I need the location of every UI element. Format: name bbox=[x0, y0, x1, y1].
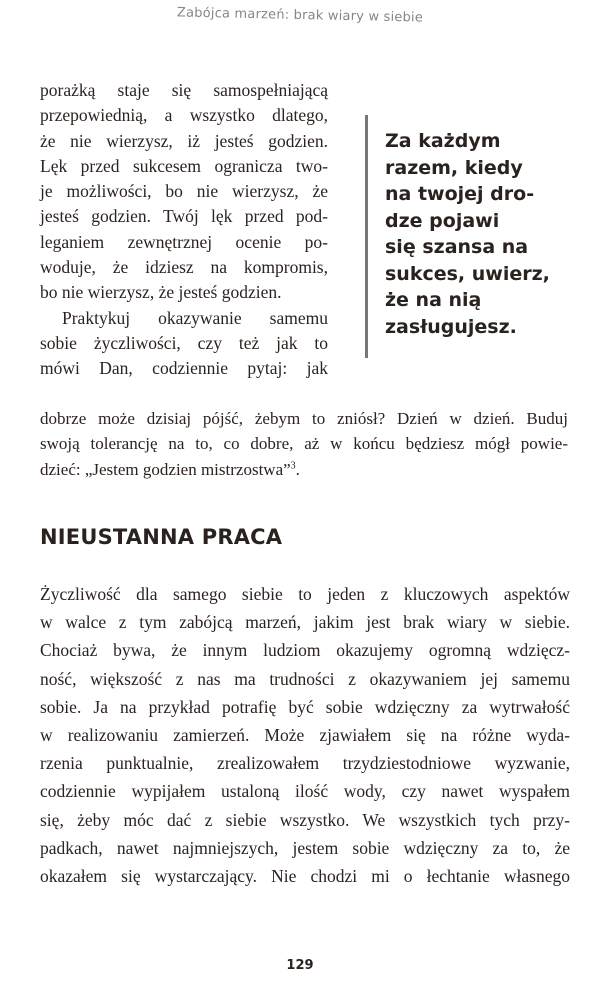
text-line bbox=[40, 457, 568, 482]
text-line: leganiem zewnętrznej ocenie po- bbox=[40, 231, 328, 252]
text-line: mówi Dan, codziennie pytaj: jak bbox=[40, 358, 328, 379]
text-line: je możliwości, bo nie wierzysz, że bbox=[40, 181, 328, 202]
continuation-text bbox=[40, 406, 568, 482]
text-line: jesteś godzien. Twój lęk przed pod- bbox=[40, 206, 328, 227]
page-number: 129 bbox=[286, 958, 314, 973]
pull-quote-line: Za każdym bbox=[385, 130, 501, 152]
pull-quote-line: razem, kiedy bbox=[385, 156, 523, 179]
pull-quote-line: sukces, uwierz, bbox=[385, 262, 550, 285]
text-line: woduje, że idziesz na kompromis, bbox=[40, 257, 328, 278]
section-body-text bbox=[40, 580, 570, 890]
pull-quote-line: że na nią bbox=[385, 289, 482, 311]
text-line: ność, większość z nas ma trudności z okazywaniem jej samemu bbox=[40, 668, 570, 689]
text-line: padkach, nawet najmniejszych, jestem sobie wdzięczny za to, że bbox=[40, 837, 570, 858]
pull-quote-line: zasługujesz. bbox=[385, 315, 517, 338]
text-line: porażką staje się samospełniającą bbox=[40, 80, 328, 100]
text-line: Chociaż bywa, że innym ludziom okazujemy ogromną wdzięcz- bbox=[40, 640, 570, 661]
pull-quote bbox=[385, 128, 565, 340]
left-column-text bbox=[40, 78, 328, 382]
pull-quote-line: się szansa na bbox=[385, 236, 529, 258]
text-line: codziennie wypijałem ustaloną ilość wody, czy nawet wyspałem bbox=[40, 781, 570, 802]
footnote-reference[interactable]: 3 bbox=[290, 459, 296, 471]
text-line: w walce z tym zabójcą marzeń, jakim jest brak wiary w siebie. bbox=[40, 612, 570, 633]
section-heading: NIEUSTANNA PRACA bbox=[40, 525, 283, 549]
text-line: w realizowaniu zamierzeń. Może zjawiałem się na różne wyda- bbox=[40, 725, 570, 746]
text-line: bo nie wierzysz, że jesteś godzien. bbox=[40, 282, 282, 303]
text-line: rzenia punktualnie, zrealizowałem trzydziestodniowe wyzwanie, bbox=[40, 753, 570, 774]
text-line: Lęk przed sukcesem ogranicza two- bbox=[40, 155, 328, 176]
text-line: dobrze może dzisiaj pójść, żebym to zniósł? Dzień w dzień. Buduj bbox=[40, 409, 568, 428]
text-line: okazałem się wystarczający. Nie chodzi mi o łechtanie własnego bbox=[40, 866, 570, 887]
end-punctuation: . bbox=[295, 459, 300, 479]
text-line: Praktykuj okazywanie samemu bbox=[62, 307, 328, 328]
text-line: swoją tolerancję na to, co dobre, aż w końcu będziesz mógł powie- bbox=[40, 434, 568, 454]
text-line: Życzliwość dla samego siebie to jeden z kluczowych aspektów bbox=[40, 584, 570, 604]
text-line: że nie wierzysz, iż jesteś godzien. bbox=[40, 130, 328, 151]
text-line: się, żeby móc dać z siebie wszystko. We wszystkich tych przy- bbox=[40, 809, 570, 830]
text-line-content: dzieć: „Jestem godzien mistrzostwa” bbox=[40, 459, 291, 479]
text-line: sobie. Ja na przykład potrafię być sobie wdzięczny za wytrwałość bbox=[40, 696, 570, 717]
text-line: przepowiednią, a wszystko dlatego, bbox=[40, 105, 328, 126]
pull-quote-rule bbox=[365, 115, 368, 358]
text-line: sobie życzliwości, czy też jak to bbox=[40, 332, 328, 353]
pull-quote-line: dze pojawi bbox=[385, 209, 500, 232]
pull-quote-line: na twojej dro- bbox=[385, 183, 535, 205]
running-head: Zabójca marzeń: brak wiary w siebie bbox=[176, 5, 424, 26]
